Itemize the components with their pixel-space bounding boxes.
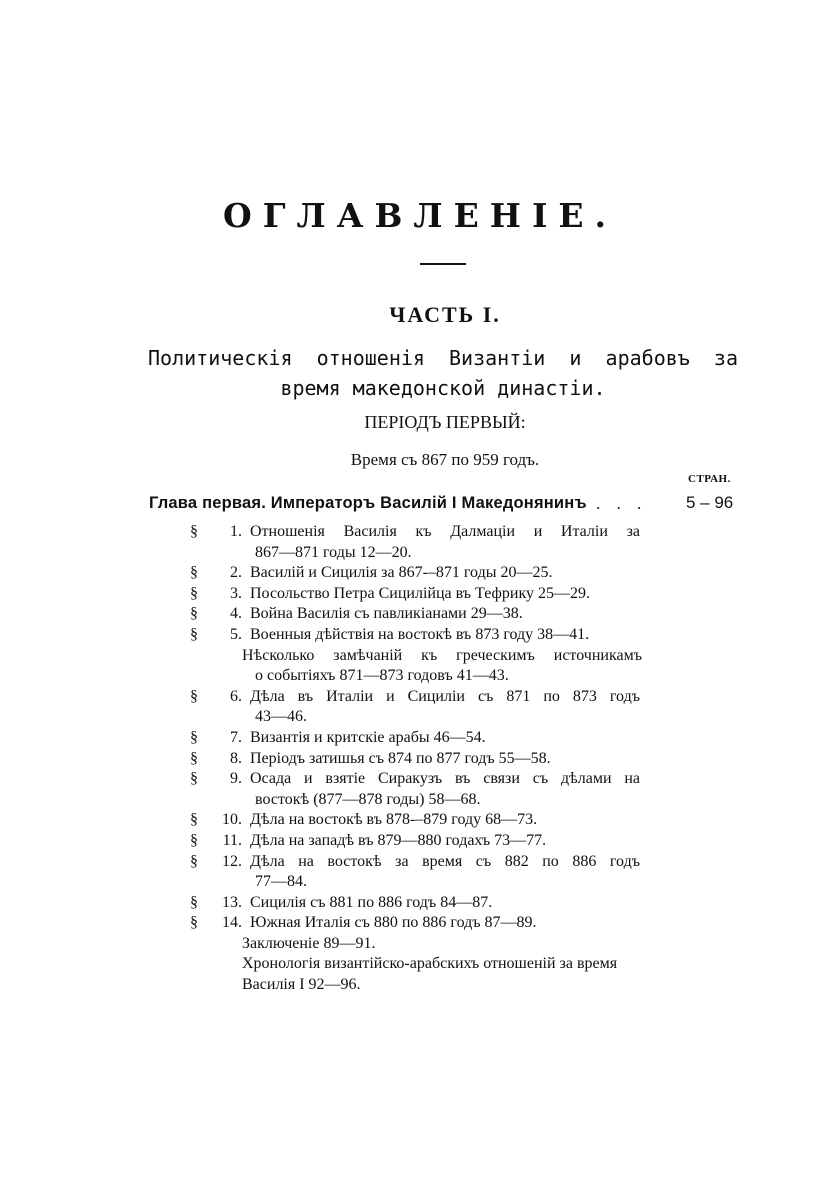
toc-entry[interactable] — [190, 584, 660, 605]
section-number: 6. — [230, 687, 242, 705]
section-mark: § — [190, 605, 198, 623]
section-number: 11. — [222, 831, 242, 849]
section-number: 2. — [230, 564, 242, 582]
page-column-header: СТРАН. — [688, 473, 731, 485]
section-title: Періодъ затишья съ 874 по 877 годъ 55—58. — [250, 749, 551, 767]
section-title: Отношенія Василія къ Далмаціи и Италіи за — [250, 523, 640, 540]
section-mark: § — [190, 893, 198, 911]
section-title: Сицилія съ 881 по 886 годъ 84—87. — [250, 893, 493, 911]
section-number: 4. — [230, 605, 242, 623]
section-title: Византія и критскіе арабы 46—54. — [250, 728, 486, 746]
section-number: 9. — [230, 770, 242, 788]
section-number: 3. — [230, 584, 242, 602]
toc-entry[interactable] — [190, 728, 660, 749]
section-continuation: 867—871 годы 12—20. — [255, 543, 412, 561]
section-mark: § — [190, 687, 198, 705]
toc-entry[interactable] — [190, 625, 660, 646]
section-title: Военныя дѣйствія на востокѣ въ 873 году 38—41. — [250, 625, 590, 643]
section-note-line-2: о событіяхъ 871—873 годовъ 41—43. — [255, 667, 509, 685]
section-mark: § — [190, 852, 198, 870]
section-title: Посольство Петра Сицилійца въ Тефрику 25—29. — [250, 584, 590, 602]
section-title: Дѣла на востокѣ въ 878-–879 году 68—73. — [250, 811, 538, 829]
section-title: Южная Италія съ 880 по 886 годъ 87—89. — [250, 914, 537, 932]
toc-entry[interactable] — [190, 604, 660, 625]
chapter-leader-dots: . . . — [596, 494, 648, 513]
subtitle-line-2: время македонской династіи. — [280, 376, 606, 400]
toc-entry[interactable] — [190, 522, 660, 543]
section-note-line-1[interactable]: Нѣсколько замѣчаній къ греческимъ источникамъ — [242, 646, 642, 664]
section-title: Дѣла на западѣ въ 879—880 годахъ 73—77. — [250, 831, 547, 849]
section-continuation: востокѣ (877—878 годы) 58—68. — [255, 790, 481, 808]
part-heading: ЧАСТЬ I. — [389, 302, 501, 327]
section-number: 5. — [230, 625, 242, 643]
section-number: 14. — [222, 914, 242, 932]
section-mark: § — [190, 564, 198, 582]
section-mark: § — [190, 584, 198, 602]
chapter-title[interactable]: Глава первая. Императоръ Василій I Македонянинъ — [149, 494, 587, 512]
section-mark: § — [190, 770, 198, 788]
section-mark: § — [190, 625, 198, 643]
subtitle-line-1: Политическія отношенія Византіи и арабовъ за — [148, 346, 738, 370]
section-number: 13. — [222, 893, 242, 911]
section-number: 10. — [222, 811, 242, 829]
section-mark: § — [190, 831, 198, 849]
section-continuation: 77—84. — [255, 873, 307, 891]
toc-entry[interactable] — [190, 687, 660, 708]
section-continuation: 43—46. — [255, 708, 307, 726]
section-number: 12. — [222, 852, 242, 870]
toc-entry[interactable] — [190, 831, 660, 852]
section-mark: § — [190, 728, 198, 746]
toc-entry[interactable] — [190, 563, 660, 584]
conclusion-entry[interactable]: Заключеніе 89—91. — [242, 934, 376, 952]
chapter-page-range: 5 – 96 — [686, 493, 734, 512]
section-list — [190, 522, 660, 996]
period-heading: ПЕРІОДЪ ПЕРВЫЙ: — [364, 412, 526, 432]
section-title: Осада и взятіе Сиракузъ въ связи съ дѣлами на — [250, 770, 640, 788]
section-mark: § — [190, 811, 198, 829]
section-number: 7. — [230, 728, 242, 746]
toc-entry[interactable] — [190, 749, 660, 770]
time-span: Время съ 867 по 959 годъ. — [350, 450, 540, 469]
section-title: Василій и Сицилія за 867-–871 годы 20—25. — [250, 564, 553, 582]
toc-entry[interactable] — [190, 893, 660, 914]
toc-entry[interactable] — [190, 810, 660, 831]
section-mark: § — [190, 523, 198, 540]
toc-entry[interactable] — [190, 852, 660, 873]
section-title: Война Василія съ павликіанами 29—38. — [250, 605, 523, 623]
toc-entry[interactable] — [190, 769, 660, 790]
section-number: 1. — [230, 523, 242, 540]
section-title: Дѣла въ Италіи и Сициліи съ 871 по 873 годъ — [250, 687, 640, 705]
toc-entry[interactable] — [190, 913, 660, 934]
section-mark: § — [190, 749, 198, 767]
section-mark: § — [190, 914, 198, 932]
chronology-line-1[interactable]: Хронологія византійско-арабскихъ отношеній за время — [242, 955, 618, 973]
title-divider — [420, 263, 466, 265]
chronology-line-2: Василія I 92—96. — [242, 976, 361, 994]
toc-title: ОГЛАВЛЕНІЕ. — [222, 196, 618, 235]
section-number: 8. — [230, 749, 242, 767]
part-subtitle — [148, 343, 738, 403]
section-title: Дѣла на востокѣ за время съ 882 по 886 годъ — [250, 852, 640, 870]
